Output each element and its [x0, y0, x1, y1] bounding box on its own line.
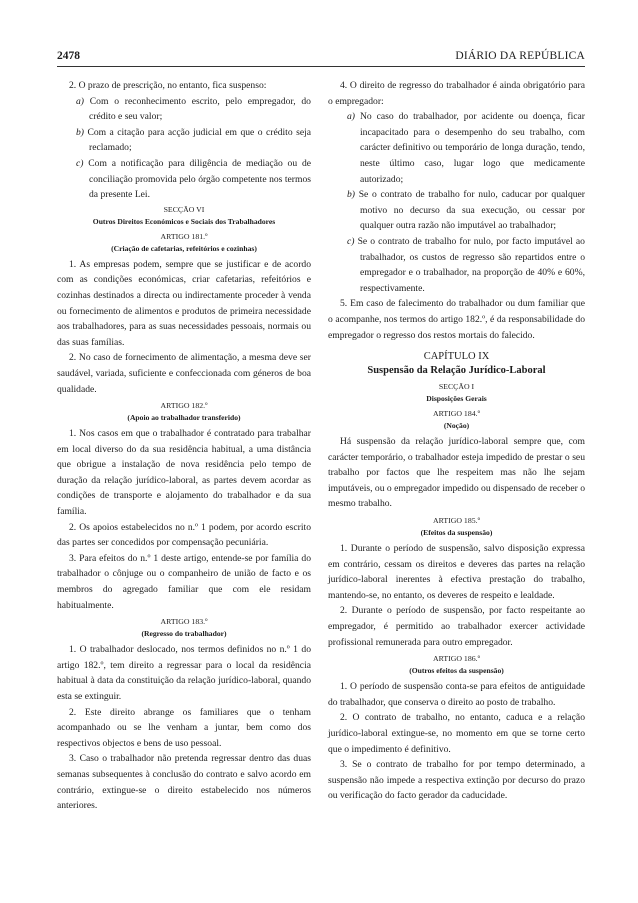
paragraph: 1. O trabalhador deslocado, nos termos definidos no n.º 1 do artigo 182.º, tem direito a regressar para o local da residência habitual à data da constituição da relação jurídico-laboral, quando esta se extinguir.: [57, 644, 311, 702]
item-marker: c): [76, 157, 84, 169]
section-title: Disposições Gerais: [426, 394, 487, 404]
article-label: ARTIGO 184.º: [433, 409, 480, 419]
item-text: Com a citação para acção judicial em que o crédito seja reclamado;: [87, 126, 311, 154]
paragraph: 2. No caso de fornecimento de alimentação, a mesma deve ser saudável, variada, suficiente e confeccionada com géneros de boa qualidade.: [57, 352, 311, 395]
item-marker: b): [347, 189, 355, 201]
paragraph: 3. Caso o trabalhador não pretenda regressar dentro das duas semanas subsequentes à conclusão do contrato e salvo acordo em contrário, extingue-se o direito estabelecido nos números anteriores.: [57, 753, 311, 812]
article-title: (Regresso do trabalhador): [141, 629, 227, 639]
paragraph: 2. Os apoios estabelecidos no n.º 1 podem, por acordo escrito das partes ser concedidos por compensação pecuniária.: [57, 521, 311, 549]
paragraph: 2. Este direito abrange os familiares que o tenham acompanhado ou se lhe venham a juntar, bem como dos respectivos objectos e bens de uso pessoal.: [57, 706, 311, 749]
article-title: (Noção): [443, 421, 470, 431]
item-marker: c): [347, 235, 355, 247]
list-item: [57, 156, 311, 203]
article-title: (Outros efeitos da suspensão): [409, 666, 504, 676]
paragraph: 2. O contrato de trabalho, no entanto, caduca e a relação jurídico-laboral extingue-se, no momento em que se torne certo que o impedimento é definitivo.: [328, 712, 585, 755]
item-text: Com a notificação para diligência de mediação ou de conciliação promovida pelo órgão competente nos termos da presente Lei.: [88, 157, 311, 201]
item-text: Se o contrato de trabalho for nulo, por facto imputável ao trabalhador, os custos de regresso são repartidos entre o empregador e o trabalhador, na proporção de 40% e 60%, respectivamente.: [357, 235, 585, 294]
chapter-label: CAPÍTULO IX: [423, 351, 490, 363]
article-label: ARTIGO 182.º: [160, 401, 208, 411]
section-label: SECÇÃO I: [438, 382, 475, 392]
paragraph: 1. As empresas podem, sempre que se justificar e de acordo com as condições económicas, criar cafetarias, refeitórios e cozinhas destinados a directa ou indirectamente proceder à venda ou fornecimento de alimentos e produtos de primeira necessidade aos trabalhadores, para as suas necessidades pessoais, normais ou das suas famílias.: [57, 258, 311, 348]
paragraph: Há suspensão da relação jurídico-laboral sempre que, com carácter temporário, o trabalhador esteja impedido de prestar o seu trabalho por factos que lhe respeitem mas não lhe sejam imputáveis, ou o empregador impedido ou dispensado de receber o mesmo trabalho.: [328, 436, 585, 510]
item-marker: a): [347, 111, 355, 123]
list-item: [57, 125, 311, 156]
left-column: [57, 78, 311, 814]
journal-title: DIÁRIO DA REPÚBLICA: [455, 50, 585, 62]
list-item: [328, 234, 585, 296]
page-header: [57, 50, 585, 67]
paragraph: 3. Se o contrato de trabalho for por tempo determinado, a suspensão não impede a respectiva extinção por decurso do prazo ou verificação do facto gerador da caducidade.: [328, 759, 585, 802]
list-item: [328, 187, 585, 234]
chapter-title: Suspensão da Relação Jurídico-Laboral: [367, 365, 546, 377]
page-number: 2478: [57, 50, 80, 62]
paragraph: 5. Em caso de falecimento do trabalhador ou dum familiar que o acompanhe, nos termos do artigo 182.º, é da responsabilidade do empregador o regresso dos restos mortais do falecido.: [328, 298, 585, 341]
item-marker: b): [76, 126, 84, 138]
paragraph: 1. O período de suspensão conta-se para efeitos de antiguidade do trabalhador, que conserva o direito ao posto de trabalho.: [328, 681, 585, 708]
article-title: (Efeitos da suspensão): [420, 528, 493, 538]
article-label: ARTIGO 183.º: [160, 617, 208, 627]
section-title: Outros Direitos Económicos e Sociais dos Trabalhadores: [92, 216, 276, 226]
item-text: No caso do trabalhador, por acidente ou doença, ficar incapacitado para o desempenho do seu trabalho, com carácter definitivo ou temporário de longa duração, tendo, neste último caso, lugar logo que medicamente autorizado;: [359, 111, 585, 185]
paragraph: 1. Durante o período de suspensão, salvo disposição expressa em contrário, cessam os direitos e deveres das partes na relação jurídico-laboral inerentes à efectiva prestação do trabalho, mantendo-se, no entanto, os deveres de respeito e lealdade.: [328, 543, 585, 601]
list-item: [328, 109, 585, 187]
article-label: ARTIGO 181.º: [160, 231, 208, 241]
article-title: (Criação de cafetarias, refeitórios e cozinhas): [111, 243, 257, 253]
paragraph: 2. Durante o período de suspensão, por facto respeitante ao empregador, é permitido ao trabalhador exercer actividade profissional remunerada para outro empregador.: [328, 605, 585, 648]
article-label: ARTIGO 186.º: [433, 654, 480, 664]
paragraph: 2. O prazo de prescrição, no entanto, fica suspenso:: [69, 80, 267, 91]
item-marker: a): [76, 95, 84, 107]
article-label: ARTIGO 185.º: [433, 516, 480, 526]
list-item: [57, 94, 311, 125]
paragraph: 1. Nos casos em que o trabalhador é contratado para trabalhar em local diverso do da sua residência habitual, a uma distância que obrigue a instalação de nova residência pelo tempo de duração da relação jurídico-laboral, as partes devem acordar as condições de transporte e alojamento do trabalhador e da sua família.: [57, 428, 311, 518]
item-text: Se o contrato de trabalho for nulo, caducar por qualquer motivo no decurso da sua execução, ou cessar por qualquer outra razão não imputável ao trabalhador;: [358, 189, 585, 232]
paragraph: 3. Para efeitos do n.º 1 deste artigo, entende-se por família do trabalhador o cônjuge ou o companheiro de união de facto e os membros do agregado familiar que com ele residam habitualmente.: [57, 552, 311, 611]
right-column: [328, 78, 585, 804]
paragraph: 4. O direito de regresso do trabalhador é ainda obrigatório para o empregador:: [328, 80, 585, 107]
item-text: Com o reconhecimento escrito, pelo empregador, do crédito e seu valor;: [89, 95, 311, 123]
article-title: (Apoio ao trabalhador transferido): [127, 413, 241, 423]
section-label: SECÇÃO VI: [163, 204, 205, 214]
